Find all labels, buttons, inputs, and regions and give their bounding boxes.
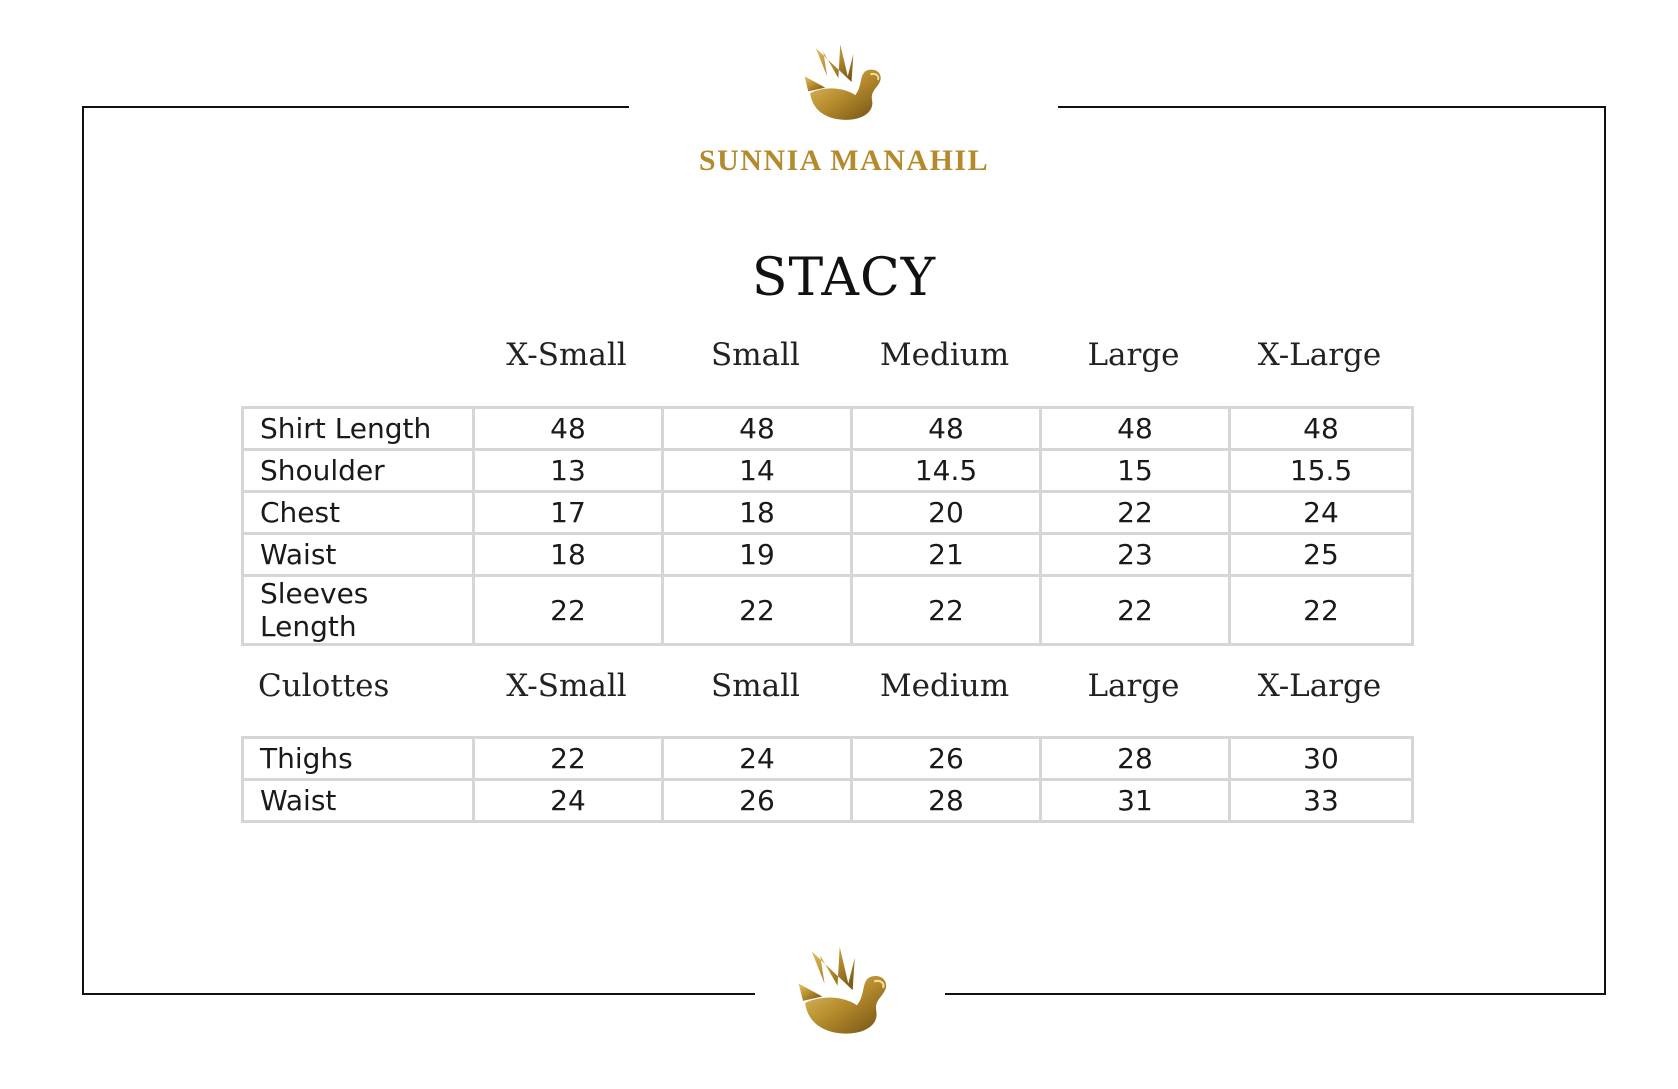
culottes-header-col: X-Small: [506, 668, 627, 704]
table-cell: 19: [663, 534, 852, 576]
table-cell: 15.5: [1230, 450, 1413, 492]
table-cell: 28: [852, 780, 1041, 822]
table-cell: 48: [852, 408, 1041, 450]
table-cell: 22: [852, 576, 1041, 645]
frame-line-bottom-right: [945, 993, 1606, 995]
table-row: [243, 780, 1413, 822]
culottes-header-col: X-Large: [1257, 668, 1382, 704]
culottes-size-header: [241, 661, 1413, 711]
shirt-header-col: Medium: [879, 337, 1010, 373]
table-cell: 48: [474, 408, 663, 450]
table-cell: 18: [474, 534, 663, 576]
table-cell: 26: [852, 738, 1041, 780]
culottes-header-col: Medium: [879, 668, 1010, 704]
shirt-header-col: X-Large: [1257, 337, 1382, 373]
table-cell: 20: [852, 492, 1041, 534]
swan-crown-icon: [790, 940, 898, 1038]
table-cell: 22: [1041, 492, 1230, 534]
table-row: [243, 492, 1413, 534]
frame-line-top-left: [82, 106, 629, 108]
table-row: [243, 408, 1413, 450]
table-cell: 48: [1041, 408, 1230, 450]
table-cell: 30: [1230, 738, 1413, 780]
table-cell: 15: [1041, 450, 1230, 492]
culottes-size-table: [241, 736, 1414, 823]
table-row: [243, 576, 1413, 645]
row-label: Chest: [243, 492, 474, 534]
frame-line-bottom-left: [82, 993, 755, 995]
row-label: Shoulder: [243, 450, 474, 492]
brand-name: SUNNIA MANAHIL: [698, 144, 990, 177]
shirt-size-table: [241, 406, 1414, 646]
table-cell: 23: [1041, 534, 1230, 576]
table-row: [243, 450, 1413, 492]
shirt-header-col: Large: [1087, 337, 1180, 373]
culottes-header-col: Large: [1087, 668, 1180, 704]
table-cell: 24: [663, 738, 852, 780]
shirt-header-corner: [241, 330, 472, 380]
table-cell: 24: [474, 780, 663, 822]
product-title: STACY: [751, 248, 937, 308]
table-row: [243, 738, 1413, 780]
table-cell: 33: [1230, 780, 1413, 822]
culottes-header-corner: Culottes: [258, 668, 390, 704]
culottes-header-col: Small: [711, 668, 800, 704]
table-cell: 24: [1230, 492, 1413, 534]
table-cell: 48: [1230, 408, 1413, 450]
table-row: [243, 534, 1413, 576]
row-label: Waist: [243, 534, 474, 576]
row-label: Waist: [243, 780, 474, 822]
table-cell: 22: [474, 738, 663, 780]
shirt-header-col: X-Small: [506, 337, 627, 373]
table-cell: 14.5: [852, 450, 1041, 492]
frame-line-right: [1604, 106, 1606, 995]
table-cell: 48: [663, 408, 852, 450]
table-cell: 17: [474, 492, 663, 534]
shirt-header-col: Small: [711, 337, 800, 373]
row-label: Sleeves Length: [243, 576, 474, 645]
table-cell: 13: [474, 450, 663, 492]
table-cell: 22: [1230, 576, 1413, 645]
table-cell: 22: [474, 576, 663, 645]
shirt-size-header: [241, 330, 1413, 380]
table-cell: 28: [1041, 738, 1230, 780]
table-cell: 26: [663, 780, 852, 822]
row-label: Thighs: [243, 738, 474, 780]
frame-line-top-right: [1058, 106, 1606, 108]
table-cell: 14: [663, 450, 852, 492]
frame-line-left: [82, 106, 84, 995]
swan-crown-icon: [797, 38, 891, 124]
table-cell: 31: [1041, 780, 1230, 822]
table-cell: 25: [1230, 534, 1413, 576]
table-cell: 18: [663, 492, 852, 534]
table-cell: 22: [663, 576, 852, 645]
row-label: Shirt Length: [243, 408, 474, 450]
table-cell: 22: [1041, 576, 1230, 645]
table-cell: 21: [852, 534, 1041, 576]
